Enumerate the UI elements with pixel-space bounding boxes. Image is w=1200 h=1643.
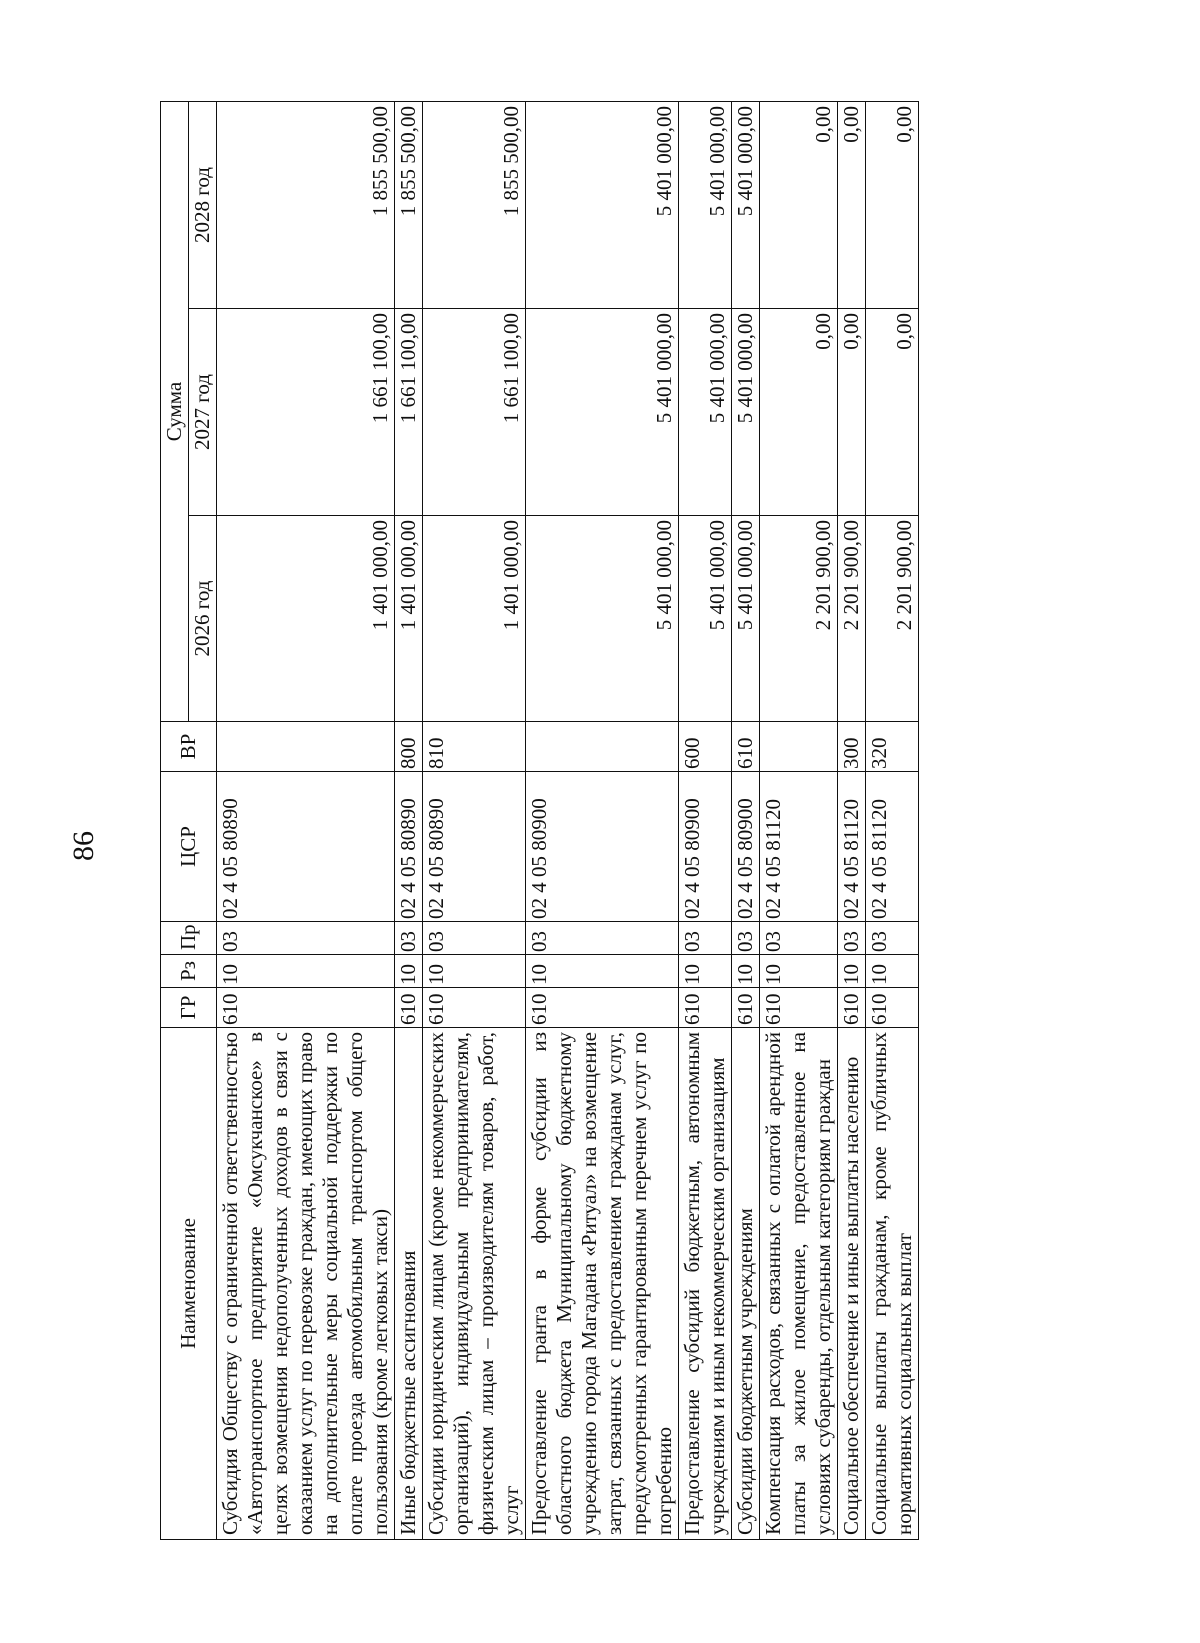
cell-csr: 02 4 05 81120 [838,772,866,922]
cell-2027: 0,00 [866,309,919,516]
header-name: Наименование [161,1028,217,1540]
cell-csr: 02 4 05 80890 [423,772,526,922]
cell-rz: 10 [217,955,395,988]
table-header [161,101,217,1539]
cell-gr: 610 [838,988,866,1028]
cell-csr: 02 4 05 80890 [395,772,423,922]
cell-2027: 5 401 000,00 [526,309,679,516]
table-row [838,101,866,1539]
cell-gr: 610 [423,988,526,1028]
header-gr: ГР [161,988,217,1028]
cell-csr: 02 4 05 80900 [679,772,732,922]
cell-name: Иные бюджетные ассигнования [395,1028,423,1540]
cell-2028: 5 401 000,00 [526,101,679,308]
table-row [217,101,395,1539]
budget-table-rotated [160,102,980,1540]
cell-2028: 1 855 500,00 [423,101,526,308]
cell-rz: 10 [526,955,679,988]
cell-pr: 03 [526,922,679,955]
table-row [679,101,732,1539]
cell-2027: 1 661 100,00 [395,309,423,516]
header-year-2027: 2027 год [189,309,217,516]
cell-2026: 5 401 000,00 [526,516,679,722]
cell-rz: 10 [423,955,526,988]
cell-csr: 02 4 05 80900 [526,772,679,922]
cell-2027: 1 661 100,00 [217,309,395,516]
cell-gr: 610 [395,988,423,1028]
cell-vr [217,722,395,772]
cell-pr: 03 [423,922,526,955]
cell-rz: 10 [866,955,919,988]
cell-2026: 1 401 000,00 [217,516,395,722]
cell-2028: 5 401 000,00 [679,101,732,308]
cell-2027: 5 401 000,00 [732,309,760,516]
cell-gr: 610 [760,988,838,1028]
cell-name: Субсидии бюджетным учреждениям [732,1028,760,1540]
cell-2028: 5 401 000,00 [732,101,760,308]
cell-name: Компенсация расходов, связанных с оплатой арендной платы за жилое помещение, предоставленное на условиях субаренды, отдельным категориям граждан [760,1028,838,1540]
header-pr: Пр [161,922,217,955]
cell-2026: 5 401 000,00 [679,516,732,722]
cell-vr: 800 [395,722,423,772]
cell-pr: 03 [679,922,732,955]
cell-rz: 10 [838,955,866,988]
table-row [423,101,526,1539]
cell-name: Предоставление субсидий бюджетным, автономным учреждениям и иным некоммерческим организациям [679,1028,732,1540]
header-csr: ЦСР [161,772,217,922]
table-row [732,101,760,1539]
cell-vr: 300 [838,722,866,772]
cell-rz: 10 [760,955,838,988]
page-number: 86 [67,831,100,861]
table-row [760,101,838,1539]
cell-rz: 10 [679,955,732,988]
cell-pr: 03 [760,922,838,955]
cell-pr: 03 [732,922,760,955]
cell-rz: 10 [732,955,760,988]
cell-rz: 10 [395,955,423,988]
cell-2028: 0,00 [838,101,866,308]
cell-pr: 03 [866,922,919,955]
cell-2026: 2 201 900,00 [866,516,919,722]
cell-pr: 03 [838,922,866,955]
table-row [395,101,423,1539]
cell-2028: 0,00 [866,101,919,308]
cell-2027: 0,00 [838,309,866,516]
cell-pr: 03 [217,922,395,955]
cell-2028: 1 855 500,00 [217,101,395,308]
cell-vr: 320 [866,722,919,772]
cell-name: Предоставление гранта в форме субсидии из областного бюджета Муниципальному бюджетному учреждению города Магадана «Ритуал» на возмещение затрат, связанных с предоставлением гражданам услуг, предусмотренных гарантированным перечнем услуг по погребению [526,1028,679,1540]
cell-csr: 02 4 05 80890 [217,772,395,922]
cell-gr: 610 [732,988,760,1028]
cell-2026: 5 401 000,00 [732,516,760,722]
table-row [866,101,919,1539]
cell-2026: 2 201 900,00 [838,516,866,722]
budget-table [160,101,919,1540]
cell-2026: 1 401 000,00 [423,516,526,722]
cell-2026: 1 401 000,00 [395,516,423,722]
header-year-2028: 2028 год [189,101,217,308]
cell-vr: 610 [732,722,760,772]
cell-vr: 810 [423,722,526,772]
cell-csr: 02 4 05 80900 [732,772,760,922]
cell-name: Субсидии юридическим лицам (кроме некоммерческих организаций), индивидуальным предпринимателям, физическим лицам – производителям товаров, работ, услуг [423,1028,526,1540]
cell-2027: 0,00 [760,309,838,516]
cell-gr: 610 [866,988,919,1028]
cell-pr: 03 [395,922,423,955]
header-rz: Рз [161,955,217,988]
cell-name: Социальное обеспечение и иные выплаты населению [838,1028,866,1540]
header-year-2026: 2026 год [189,516,217,722]
cell-vr [526,722,679,772]
cell-name: Субсидия Обществу с ограниченной ответственностью «Автотранспортное предприятие «Омсукчанское» в целях возмещения недополученных доходов в связи с оказанием услуг по перевозке граждан, имеющих право на дополнительные меры социальной поддержки по оплате проезда автомобильным транспортом общего пользования (кроме легковых такси) [217,1028,395,1540]
cell-2027: 5 401 000,00 [679,309,732,516]
cell-2026: 2 201 900,00 [760,516,838,722]
header-vr: ВР [161,722,217,772]
table-body [217,101,919,1539]
cell-2028: 0,00 [760,101,838,308]
cell-gr: 610 [217,988,395,1028]
cell-2028: 1 855 500,00 [395,101,423,308]
cell-2027: 1 661 100,00 [423,309,526,516]
cell-name: Социальные выплаты гражданам, кроме публичных нормативных социальных выплат [866,1028,919,1540]
cell-vr [760,722,838,772]
cell-gr: 610 [679,988,732,1028]
header-sum: Сумма [161,101,189,721]
table-row [526,101,679,1539]
cell-csr: 02 4 05 81120 [866,772,919,922]
cell-vr: 600 [679,722,732,772]
cell-csr: 02 4 05 81120 [760,772,838,922]
cell-gr: 610 [526,988,679,1028]
